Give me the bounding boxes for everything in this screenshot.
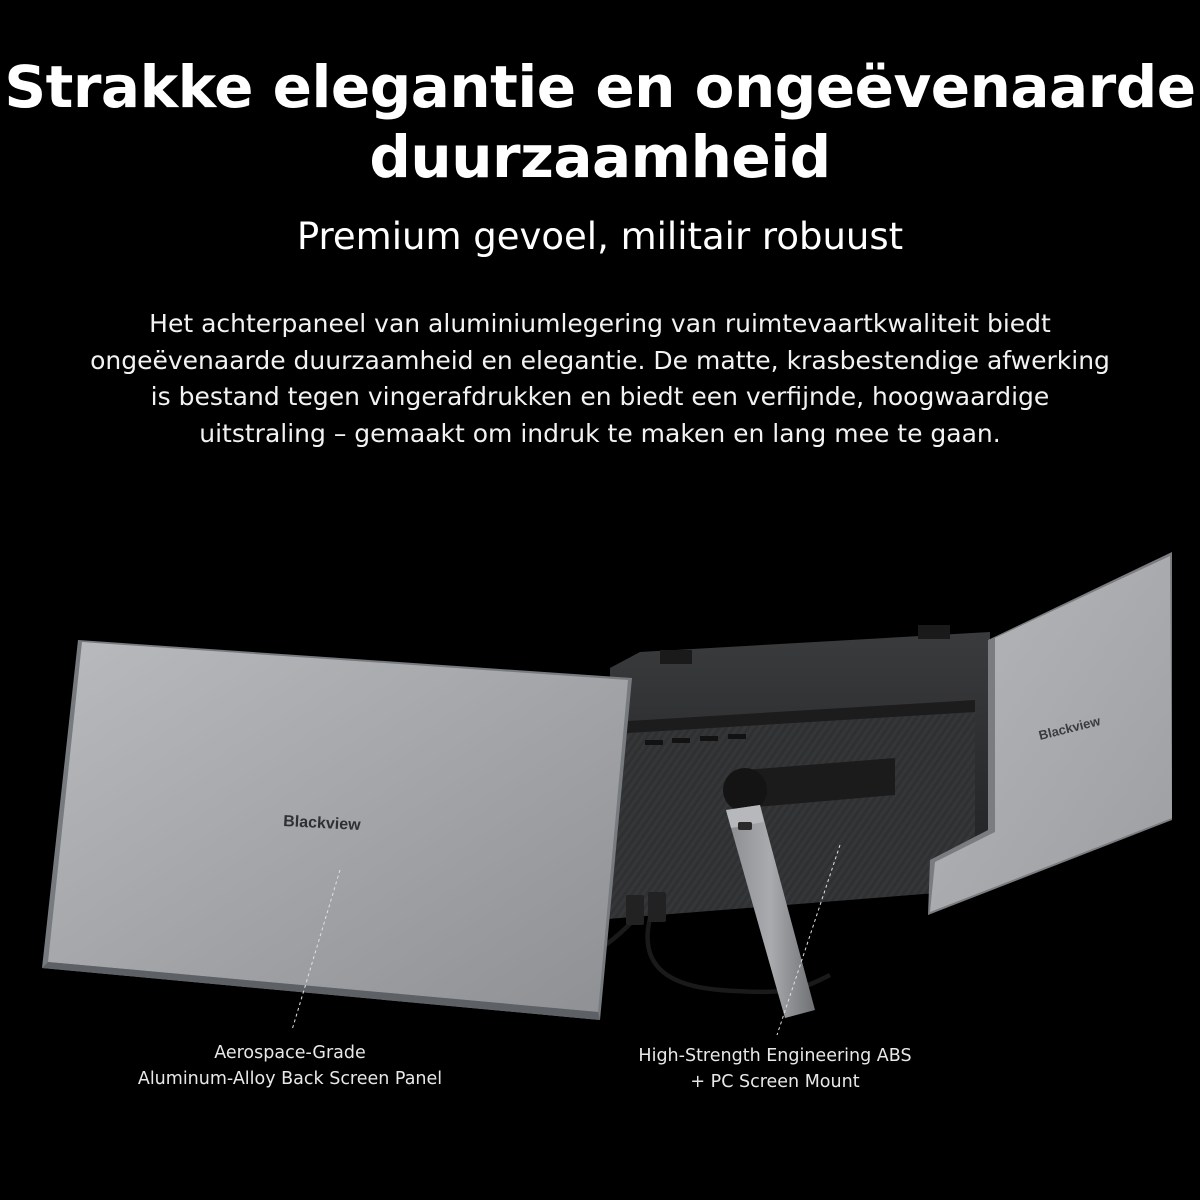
description-line: Het achterpaneel van aluminiumlegering van ruimtevaartkwaliteit biedt [149,309,1051,338]
callout-right-line-1: High-Strength Engineering ABS [638,1046,912,1066]
usb-connector [648,892,666,922]
right-panel-logo: Blackview [1037,713,1102,743]
headline-line-1: Strakke elegantie en ongeëvenaarde [4,53,1196,121]
callout-back-panel [90,1040,490,1092]
description-line: uitstraling – gemaakt om indruk te maken en lang mee te gaan. [199,418,1001,448]
left-screen-panel [42,640,632,1020]
usb-connector [626,895,644,925]
headline-line-2: duurzaamheid [369,123,831,191]
callout-right-line-2: + PC Screen Mount [690,1072,860,1092]
callout-screen-mount [575,1043,975,1095]
subheadline: Premium gevoel, militair robuust [296,215,904,258]
callout-left-line-1: Aerospace-Grade [214,1043,366,1063]
description-line: ongeëvenaarde duurzaamheid en elegantie. De matte, krasbestendige afwerking [90,345,1110,375]
callout-left-line-2: Aluminum-Alloy Back Screen Panel [137,1069,443,1089]
left-panel-logo: Blackview [282,813,361,835]
description-line: is bestand tegen vingerafdrukken en biedt een verfijnde, hoogwaardige [150,382,1050,411]
